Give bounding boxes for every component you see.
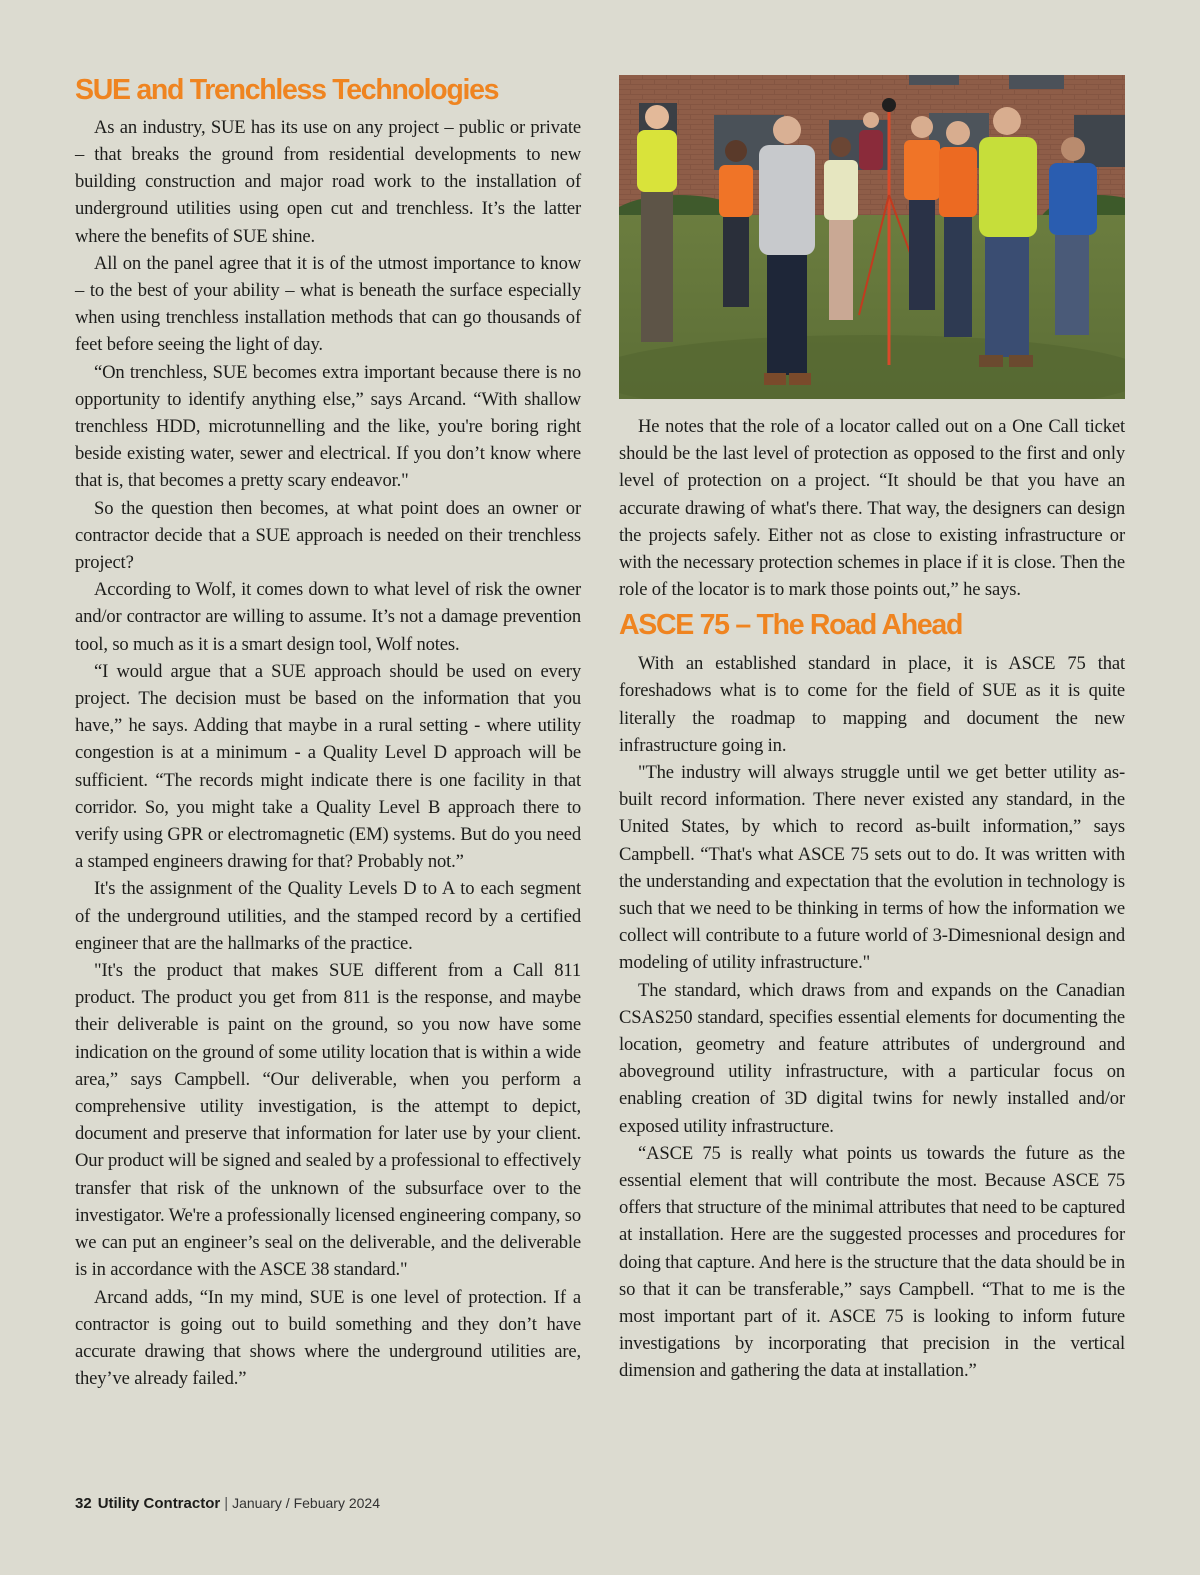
article-paragraph: “On trenchless, SUE becomes extra important because there is no opportunity to identify anything else,” says Arcand. “With shallow trenchless HDD, microtunnelling and the like, you're boring right beside existing water, sewer and electrical. If you don’t know where that is, that becomes a pretty scary endeavor." xyxy=(75,361,581,492)
section-heading-asce-75: ASCE 75 – The Road Ahead xyxy=(619,609,963,642)
article-paragraph: With an established standard in place, it is ASCE 75 that foreshadows what is to come for the field of SUE as it is quite literally the roadmap to mapping and document the new infrastructure going in. xyxy=(619,653,1125,756)
article-paragraph: It's the assignment of the Quality Levels D to A to each segment of the underground utilities, and the stamped record by a certified engineer that are the hallmarks of the practice. xyxy=(75,878,581,954)
article-paragraph: As an industry, SUE has its use on any project – public or private – that breaks the ground from residential developments to new building construction and major road work to the installation of underground utilities using open cut and trenchless. It’s the latter where the benefits of SUE shine. xyxy=(75,116,581,247)
page-footer xyxy=(75,1495,380,1512)
section-heading-sue-trenchless: SUE and Trenchless Technologies xyxy=(75,74,499,106)
article-paragraph: According to Wolf, it comes down to what level of risk the owner and/or contractor are willing to assume. It’s not a damage prevention tool, so much as it is a smart design tool, Wolf notes. xyxy=(75,579,581,655)
left-article-body xyxy=(75,114,581,1393)
issue-date: January / Febuary 2024 xyxy=(232,1495,380,1511)
article-paragraph: "The industry will always struggle until we get better utility as-built record information. There never existed any standard, in the United States, by which to record as-built information,” says Campbell. “That's what ASCE 75 sets out to do. It was written with the understanding and expectation that the evolution in technology is such that we need to be thinking in terms of how the information we collect will contribute to a future world of 3-Dimesnional design and modeling of utility infrastructure." xyxy=(619,762,1125,974)
right-column xyxy=(619,70,1125,1385)
field-crew-photo-illustration xyxy=(619,75,1125,399)
article-paragraph: So the question then becomes, at what point does an owner or contractor decide that a SUE approach is needed on their trenchless project? xyxy=(75,497,581,574)
publication-name-part2: Contractor xyxy=(143,1495,221,1512)
footer-separator: | xyxy=(224,1495,229,1512)
article-paragraph: The standard, which draws from and expands on the Canadian CSAS250 standard, specifies essential elements for documenting the location, geometry and feature attributes of underground and aboveground utility infrastructure, with a particular focus on enabling creation of 3D digital twins for newly installed and/or exposed utility infrastructure. xyxy=(619,979,1125,1137)
article-paragraph: Arcand adds, “In my mind, SUE is one level of protection. If a contractor is going out to build something and they don’t have accurate drawing that shows where the underground utilities are, they’ve already failed.” xyxy=(75,1286,581,1390)
article-paragraph: All on the panel agree that it is of the utmost importance to know – to the best of your ability – what is beneath the surface especially when using trenchless installation methods that can go thousands of feet before seeing the light of day. xyxy=(75,252,581,356)
right-intro-body xyxy=(619,413,1125,603)
page-number: 32 xyxy=(75,1495,92,1512)
article-paragraph: “ASCE 75 is really what points us towards the future as the essential element that will contribute the most. Because ASCE 75 offers that structure of the minimal attributes that need to be captured at installation. Here are the suggested processes and procedures for doing that capture. And here is the structure that the data should be in so that it can be transferable,” says Campbell. “That to me is the most important part of it. ASCE 75 is looking to inform future investigations by incorporating that precision in the vertical dimension and gathering the data at installation.” xyxy=(619,1142,1125,1382)
article-paragraph: "It's the product that makes SUE different from a Call 811 product. The product you get from 811 is the response, and maybe their deliverable is paint on the ground, so you now have some indication on the ground of some utility location that is within a wide area,” says Campbell. “Our deliverable, when you perform a comprehensive utility investigation, is the attempt to depict, document and preserve that information for later use by your client. Our product will be signed and sealed by a professional to effectively transfer that risk of the unknown of the subsurface over to the investigator. We're a professionally licensed engineering company, so we can put an engineer’s seal on the deliverable, and the deliverable is in accordance with the ASCE 38 standard." xyxy=(75,960,582,1281)
field-crew-photo xyxy=(619,75,1125,399)
article-paragraph: “I would argue that a SUE approach should be used on every project. The decision must be based on the information that you have,” he says. Adding that maybe in a rural setting - where utility congestion is at a minimum - a Quality Level D approach will be sufficient. “The records might indicate there is one facility in that corridor. So, you might take a Quality Level B approach there to verify using GPR or electromagnetic (EM) systems. But do you need a stamped engineers drawing for that? Probably not.” xyxy=(75,660,581,873)
publication-name-part1: Utility xyxy=(97,1495,144,1512)
article-paragraph: He notes that the role of a locator called out on a One Call ticket should be the last level of protection as opposed to the first and only level of protection on a project. “It should be that you have an accurate drawing of what's there. That way, the designers can design the projects safely. Either not as close to existing infrastructure or with the necessary protection schemes in place if it is close. Then the role of the locator is to mark those points out,” he says. xyxy=(619,416,1125,601)
left-column xyxy=(75,70,581,1392)
right-article-body xyxy=(619,650,1125,1384)
